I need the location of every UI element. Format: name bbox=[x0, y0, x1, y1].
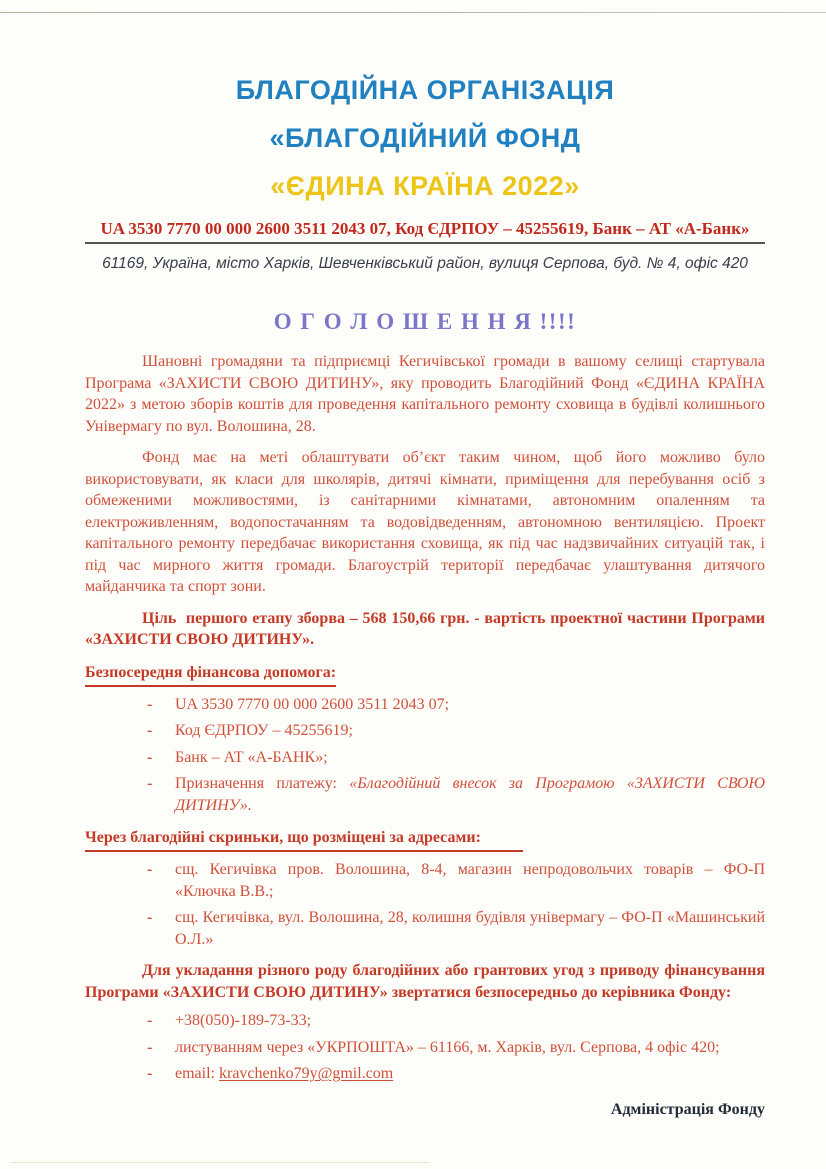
list-item bbox=[147, 720, 765, 742]
payment-purpose-quote: «Благодійний внесок за Програмою «ЗАХИСТИ СВОЮ ДИТИНУ». bbox=[175, 775, 765, 814]
payment-purpose: Призначення платежу: «Благодійний внесок за Програмою «ЗАХИСТИ СВОЮ ДИТИНУ». bbox=[175, 775, 765, 814]
announcement-title: О Г О Л О Ш Е Н Н Я !!!! bbox=[273, 309, 577, 334]
box-address-2: сщ. Кегичівка, вул. Волошина, 28, колишня будівля універмагу – ФО-П «Машинський О.Л.» bbox=[175, 909, 765, 948]
dash-marker: - bbox=[147, 1038, 153, 1056]
dash-marker: - bbox=[147, 909, 153, 926]
list-item bbox=[147, 694, 765, 716]
direct-help-list bbox=[147, 694, 765, 817]
direct-help-heading: Безпосередня фінансова допомога: bbox=[85, 662, 765, 687]
dash-marker: - bbox=[147, 722, 153, 739]
list-item bbox=[147, 1037, 765, 1059]
dash-marker: - bbox=[147, 861, 153, 878]
dash-marker: - bbox=[147, 1065, 153, 1082]
bank-requisites-line: UA 3530 7770 00 000 2600 3511 2043 07, Код ЄДРПОУ – 45255619, Банк – АТ «А-Банк» bbox=[100, 219, 750, 238]
list-item bbox=[147, 1063, 765, 1085]
agreements-paragraph: Для укладання різного роду благодійних або грантових угод з приводу фінансування Програми «ЗАХИСТИ СВОЮ ДИТИНУ» звертатися безпосередньо до керівника Фонду: bbox=[85, 962, 765, 1001]
fund-name: «ЄДИНА КРАЇНА 2022» bbox=[270, 171, 580, 201]
dash-marker: - bbox=[147, 775, 153, 792]
email-address: kravchenko79y@gmil.com bbox=[218, 1065, 394, 1082]
contacts-list bbox=[147, 1010, 765, 1085]
bank-name: Банк – АТ «А-БАНК»; bbox=[175, 748, 328, 766]
edrpou-code: Код ЄДРПОУ – 45255619; bbox=[175, 722, 353, 739]
goal-paragraph: Ціль першого етапу зборва – 568 150,66 грн. - вартість проектної частини Програми «ЗАХИСТИ СВОЮ ДИТИНУ». bbox=[85, 609, 765, 648]
org-address-line: 61169, Україна, місто Харків, Шевченківський район, вулиця Серпова, буд. № 4, офіс 420 bbox=[102, 255, 748, 272]
scan-artifact-bottom-line bbox=[10, 1162, 430, 1163]
list-item bbox=[147, 747, 765, 769]
charity-boxes-list bbox=[147, 859, 765, 950]
dash-marker: - bbox=[147, 1012, 153, 1029]
signature-line: Адміністрація Фонду bbox=[610, 1100, 765, 1118]
list-item bbox=[147, 1010, 765, 1032]
list-item bbox=[147, 907, 765, 950]
org-name-line1: БЛАГОДІЙНА ОРГАНІЗАЦІЯ bbox=[235, 75, 615, 105]
purpose-paragraph: Фонд має на меті облаштувати об’єкт таким чином, щоб його можливо було використовувати, як класи для школярів, дитячі кімнати, приміщення для перебування осіб з обмеженими можливостями, із санітарними кімнатами, автономним опаленням та електроживленням, водопостачанням та водовідведенням, автономною вентиляцією. Проект капітального ремонту передбачає використання сховища, як під час надзвичайних ситуацій так, і під час мирного життя громади. Благоустрій території передбачає улаштування дитячого майданчика та спорт зони. bbox=[85, 449, 765, 595]
intro-paragraph: Шановні громадяни та підприємці Кегичівської громади в вашому селищі стартувала Програма «ЗАХИСТИ СВОЮ ДИТИНУ», яку проводить Благодійний Фонд «ЄДИНА КРАЇНА 2022» з метою зборів коштів для проведення капітального ремонту сховища в будівлі колишнього Універмагу по вул. Волошина, 28. bbox=[85, 353, 765, 435]
list-item bbox=[147, 773, 765, 816]
email-contact: email: kravchenko79y@gmil.com bbox=[175, 1065, 394, 1082]
dash-marker: - bbox=[147, 748, 153, 766]
dash-marker: - bbox=[147, 695, 153, 713]
phone-number: +38(050)-189-73-33; bbox=[175, 1012, 312, 1029]
charity-boxes-heading: Через благодійні скриньки, що розміщені за адресами: bbox=[85, 827, 765, 852]
header-divider bbox=[85, 242, 765, 244]
box-address-1: сщ. Кегичівка пров. Волошина, 8-4, магазин непродовольчих товарів – ФО-П «Ключка В.В.; bbox=[175, 861, 765, 900]
organization-heading bbox=[85, 66, 765, 210]
document-content bbox=[85, 0, 765, 1119]
postal-contact: листуванням через «УКРПОШТА» – 61166, м. Харків, вул. Серпова, 4 офіс 420; bbox=[175, 1038, 720, 1056]
list-item bbox=[147, 859, 765, 902]
iban-value: UA 3530 7770 00 000 2600 3511 2043 07; bbox=[175, 695, 450, 713]
org-name-line2: «БЛАГОДІЙНИЙ ФОНД bbox=[269, 123, 581, 153]
